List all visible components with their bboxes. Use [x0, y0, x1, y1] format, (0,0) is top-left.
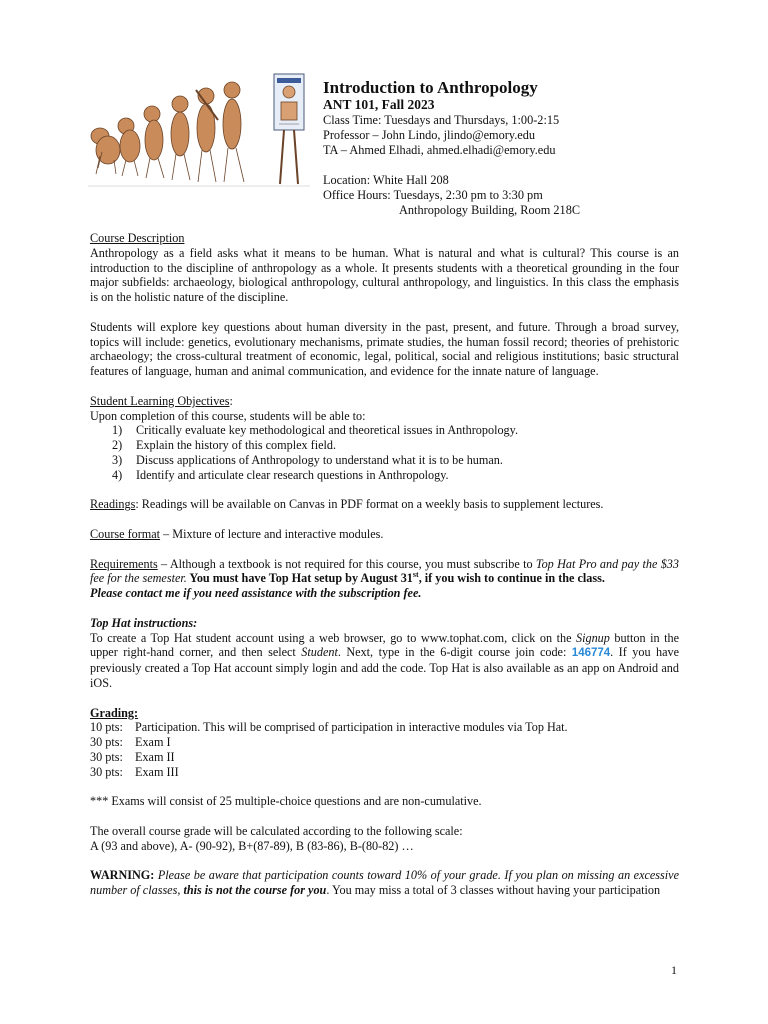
course-header — [323, 78, 743, 218]
list-item: 1) Critically evaluate key methodological and theoretical issues in Anthropology. — [112, 423, 519, 438]
class-time: Class Time: Tuesdays and Thursdays, 1:00-2:15 — [323, 113, 560, 127]
office-hours: Office Hours: Tuesdays, 2:30 pm to 3:30 pm — [323, 187, 543, 202]
objectives-heading: Student Learning Objectives — [90, 393, 230, 408]
course-join-code: 146774 — [571, 647, 611, 660]
grade-scale-intro: The overall course grade will be calculated according to the following scale: — [90, 823, 463, 838]
warning: WARNING: Please be aware that participation counts toward 10% of your grade. If you plan on missing an excessive number of classes, this is not the course for you. You may miss a total of 3 classes without having your participation — [90, 868, 679, 898]
grade-row: 30 pts: Exam II — [90, 749, 175, 764]
list-item: 4) Identify and articulate clear research questions in Anthropology. — [112, 467, 449, 482]
readings: Readings: Readings will be available on Canvas in PDF format on a weekly basis to supplement lectures. — [90, 497, 604, 512]
course-code: ANT 101, Fall 2023 — [323, 97, 435, 112]
syllabus-body — [90, 231, 679, 898]
tophat-heading: Top Hat instructions: — [90, 615, 198, 630]
course-title: Introduction to Anthropology — [323, 78, 538, 97]
exams-note: *** Exams will consist of 25 multiple-choice questions and are non-cumulative. — [90, 794, 482, 809]
course-description-p2: Students will explore key questions about human diversity in the past, present, and future. Through a broad survey, topics will include: genetics, evolutionary mechanisms, primate studies, the human fossil record; theories of prehistoric archaeology; the cross-cultural treatment of economic, legal, political, social and religious institutions; basic structural features of language, human and animal communication, and evidence for the innate nature of language. — [90, 319, 679, 379]
course-format: Course format – Mixture of lecture and interactive modules. — [90, 526, 384, 541]
grade-row: 10 pts: Participation. This will be comprised of participation in interactive modules via Top Hat. — [90, 720, 568, 735]
objectives-intro: Upon completion of this course, students will be able to: — [90, 408, 366, 423]
ta-info: TA – Ahmed Elhadi, ahmed.elhadi@emory.edu — [323, 143, 556, 157]
course-description-p1: Anthropology as a field asks what it means to be human. What is natural and what is cultural? This course is an introduction to the discipline of anthropology as a whole. It presents students with a theoretical grounding in the four major subfields: archaeology, biological anthropology, cultural anthropology, and linguistics. In this class the emphasis is on the holistic nature of the discipline. — [90, 245, 679, 305]
location: Location: White Hall 208 — [323, 172, 449, 187]
grade-scale: A (93 and above), A- (90-92), B+(87-89), B (83-86), B-(80-82) … — [90, 838, 414, 853]
evolution-illustration — [78, 56, 316, 194]
objectives-heading-line: Student Learning Objectives: — [90, 393, 233, 408]
course-description-heading: Course Description — [90, 231, 185, 245]
page-number: 1 — [671, 963, 677, 977]
professor-info: Professor – John Lindo, jlindo@emory.edu — [323, 128, 536, 142]
grading-heading: Grading: — [90, 705, 139, 720]
objectives-list — [90, 423, 679, 482]
subscription-help: Please contact me if you need assistance with the subscription fee. — [90, 586, 422, 601]
office-room: Anthropology Building, Room 218C — [399, 202, 581, 217]
grade-row: 30 pts: Exam III — [90, 764, 179, 779]
requirements: Requirements – Although a textbook is not required for this course, you must subscribe to Top Hat Pro and pay the $33 fee for the semester. You must have Top Hat setup by August 31st, if you wish to continue in the class. — [90, 556, 679, 586]
list-item: 2) Explain the history of this complex field. — [112, 438, 337, 453]
grade-row: 30 pts: Exam I — [90, 735, 171, 750]
tophat-instructions: To create a Top Hat student account using a web browser, go to www.tophat.com, click on the Signup button in the upper right-hand corner, and then select Student. Next, type in the 6-digit course join code: 146774. If you have previously created a Top Hat account simply login and add the code. Top Hat is also available as an app on Android and iOS. — [90, 630, 680, 690]
list-item: 3) Discuss applications of Anthropology to understand what it is to be human. — [112, 452, 503, 467]
